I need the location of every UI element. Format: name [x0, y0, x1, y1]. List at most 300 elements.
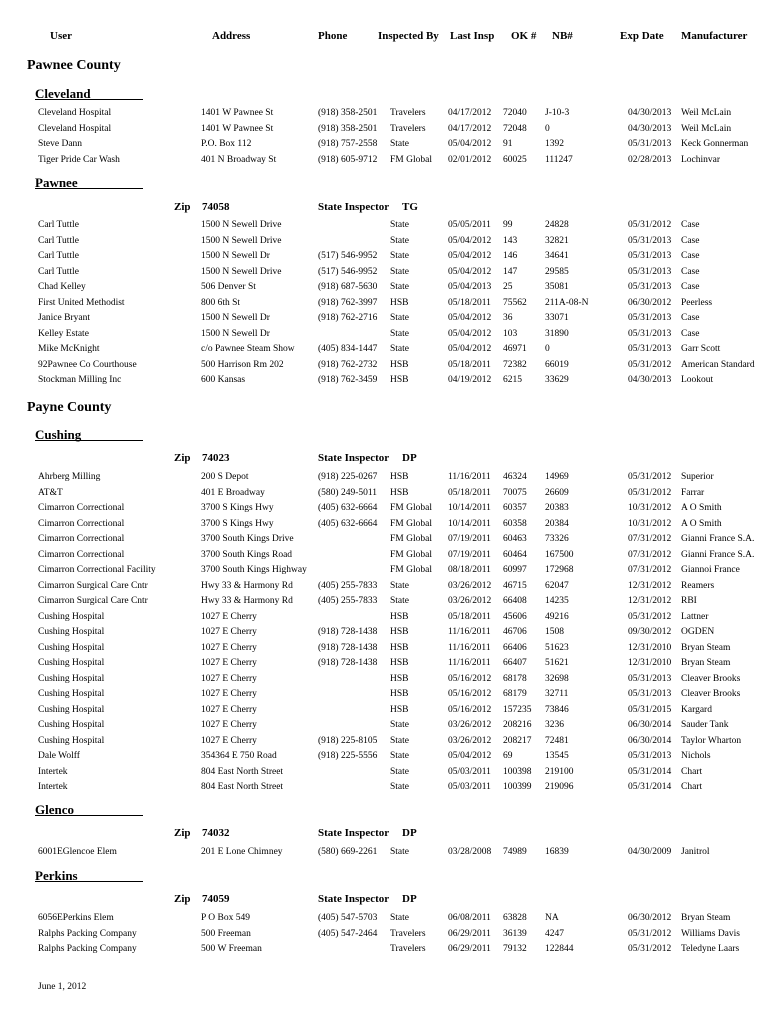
cell-ok-number: 36: [503, 313, 513, 323]
cell-user: Chad Kelley: [38, 282, 86, 292]
cell-address: 1401 W Pawnee St: [201, 123, 274, 134]
cell-user: Kelley Estate: [38, 328, 89, 339]
cell-ok-number: 146: [503, 251, 518, 261]
cell-manufacturer: Peerless: [681, 297, 713, 308]
cell-address: 1500 N Sewell Dr: [201, 328, 270, 339]
cell-ok-number: 100399: [503, 782, 532, 792]
table-row: [0, 782, 770, 797]
cell-exp-date: 05/31/2013: [628, 235, 672, 246]
header-inspected-by: Inspected By: [378, 30, 439, 42]
cell-last-insp: 05/16/2012: [448, 673, 492, 684]
cell-manufacturer: Weil McLain: [681, 123, 732, 134]
cell-inspected-by: FM Global: [390, 503, 432, 513]
cell-manufacturer: Farrar: [681, 487, 705, 498]
table-row: [0, 944, 770, 959]
cell-manufacturer: OGDEN: [681, 627, 715, 637]
cell-phone: (918) 358-2501: [318, 108, 378, 118]
cell-nb-number: 33071: [545, 313, 569, 323]
zip-label: Zip: [174, 452, 191, 464]
cell-exp-date: 12/31/2010: [628, 642, 672, 653]
cell-inspected-by: FM Global: [390, 549, 432, 560]
table-row: [0, 658, 770, 673]
cell-ok-number: 147: [503, 266, 518, 277]
cell-inspected-by: State: [390, 235, 409, 246]
cell-nb-number: 122844: [545, 944, 574, 954]
cell-manufacturer: Cleaver Brooks: [681, 689, 741, 699]
cell-nb-number: 13545: [545, 751, 569, 761]
cell-last-insp: 06/29/2011: [448, 944, 491, 954]
cell-ok-number: 46971: [503, 344, 527, 354]
cell-user: Cimarron Correctional: [38, 503, 125, 513]
table-row: [0, 581, 770, 596]
cell-nb-number: 49216: [545, 611, 569, 622]
cell-ok-number: 103: [503, 328, 518, 339]
cell-address: Hwy 33 & Harmony Rd: [201, 596, 293, 606]
cell-exp-date: 04/30/2013: [628, 108, 672, 118]
cell-last-insp: 06/29/2011: [448, 928, 491, 939]
cell-user: 6001EGlencoe Elem: [38, 847, 117, 857]
cell-ok-number: 99: [503, 220, 513, 230]
cell-last-insp: 03/26/2012: [448, 720, 492, 730]
cell-manufacturer: Superior: [681, 472, 714, 482]
cell-nb-number: 26609: [545, 487, 569, 498]
zip-code: 74023: [202, 452, 230, 464]
cell-last-insp: 03/26/2012: [448, 580, 492, 591]
cell-address: 1027 E Cherry: [201, 627, 257, 637]
table-row: [0, 236, 770, 251]
cell-nb-number: 167500: [545, 549, 574, 560]
cell-manufacturer: Gianni France S.A.: [681, 549, 755, 560]
cell-manufacturer: American Standard: [681, 359, 755, 370]
cell-address: 201 E Lone Chimney: [201, 847, 283, 857]
cell-last-insp: 05/04/2013: [448, 282, 492, 292]
cell-last-insp: 05/04/2012: [448, 235, 492, 246]
cell-manufacturer: Case: [681, 266, 700, 277]
cell-exp-date: 06/30/2012: [628, 913, 672, 923]
cell-exp-date: 04/30/2009: [628, 847, 672, 857]
cell-inspected-by: HSB: [390, 627, 409, 637]
cell-last-insp: 03/26/2012: [448, 596, 492, 606]
cell-inspected-by: HSB: [390, 487, 409, 498]
cell-phone: (918) 762-2716: [318, 313, 378, 323]
county-heading: Pawnee County: [27, 58, 121, 73]
cell-user: Mike McKnight: [38, 344, 100, 354]
city-underline: [35, 188, 143, 189]
cell-nb-number: 20384: [545, 518, 569, 529]
header-user: User: [50, 30, 72, 42]
cell-user: Cushing Hospital: [38, 611, 105, 622]
cell-last-insp: 05/04/2012: [448, 266, 492, 277]
table-row: [0, 108, 770, 123]
header-ok-number: OK #: [511, 30, 537, 42]
cell-phone: (405) 834-1447: [318, 344, 378, 354]
cell-inspected-by: FM Global: [390, 518, 432, 529]
table-row: [0, 627, 770, 642]
cell-address: 1027 E Cherry: [201, 673, 257, 684]
cell-exp-date: 04/30/2013: [628, 123, 672, 134]
cell-exp-date: 06/30/2014: [628, 735, 672, 746]
table-row: [0, 643, 770, 658]
cell-inspected-by: Travelers: [390, 944, 426, 954]
cell-manufacturer: Case: [681, 328, 700, 339]
cell-ok-number: 25: [503, 282, 513, 292]
state-inspector-code: TG: [402, 201, 418, 213]
cell-nb-number: 1392: [545, 139, 564, 149]
cell-address: 500 Freeman: [201, 928, 251, 939]
cell-ok-number: 79132: [503, 944, 527, 954]
table-row: [0, 472, 770, 487]
cell-user: Carl Tuttle: [38, 220, 79, 230]
cell-nb-number: 219100: [545, 766, 574, 777]
cell-user: Cimarron Surgical Care Cntr: [38, 596, 148, 606]
cell-ok-number: 72048: [503, 123, 527, 134]
cell-nb-number: 20383: [545, 503, 569, 513]
table-row: [0, 220, 770, 235]
cell-ok-number: 46715: [503, 580, 527, 591]
cell-last-insp: 05/16/2012: [448, 704, 492, 715]
cell-last-insp: 10/14/2011: [448, 518, 491, 529]
cell-nb-number: 66019: [545, 359, 569, 370]
cell-user: Janice Bryant: [38, 313, 90, 323]
cell-inspected-by: FM Global: [390, 565, 432, 575]
footer-date: June 1, 2012: [38, 982, 87, 992]
cell-user: Cushing Hospital: [38, 735, 105, 746]
cell-ok-number: 46324: [503, 472, 527, 482]
cell-exp-date: 05/31/2013: [628, 328, 672, 339]
table-row: [0, 689, 770, 704]
cell-inspected-by: HSB: [390, 704, 409, 715]
cell-user: Carl Tuttle: [38, 251, 79, 261]
table-row: [0, 705, 770, 720]
cell-address: c/o Pawnee Steam Show: [201, 344, 295, 354]
header-address: Address: [212, 30, 251, 42]
cell-nb-number: 219096: [545, 782, 574, 792]
cell-nb-number: 14969: [545, 472, 569, 482]
cell-last-insp: 03/26/2012: [448, 735, 492, 746]
zip-label: Zip: [174, 827, 191, 839]
cell-nb-number: NA: [545, 913, 559, 923]
cell-inspected-by: State: [390, 266, 409, 277]
cell-user: Ahrberg Milling: [38, 472, 101, 482]
cell-address: 506 Denver St: [201, 282, 256, 292]
cell-user: Intertek: [38, 782, 68, 792]
cell-ok-number: 60357: [503, 503, 527, 513]
cell-user: Cimarron Surgical Care Cntr: [38, 580, 148, 591]
cell-manufacturer: Weil McLain: [681, 108, 732, 118]
cell-nb-number: J-10-3: [545, 108, 570, 118]
cell-inspected-by: State: [390, 720, 409, 730]
table-row: [0, 329, 770, 344]
city-heading: Cushing: [35, 427, 82, 442]
cell-address: 804 East North Street: [201, 782, 284, 792]
table-row: [0, 913, 770, 928]
cell-inspected-by: FM Global: [390, 154, 432, 165]
city-underline: [35, 99, 143, 100]
cell-manufacturer: Williams Davis: [681, 928, 740, 939]
cell-phone: (580) 249-5011: [318, 487, 378, 498]
cell-exp-date: 04/30/2013: [628, 375, 672, 385]
cell-nb-number: 3236: [545, 720, 564, 730]
city-heading: Perkins: [35, 868, 78, 883]
cell-phone: (918) 762-3997: [318, 297, 378, 308]
cell-last-insp: 11/16/2011: [448, 642, 491, 653]
cell-last-insp: 11/16/2011: [448, 627, 491, 637]
table-row: [0, 736, 770, 751]
cell-ok-number: 66407: [503, 658, 527, 668]
cell-nb-number: 51621: [545, 658, 569, 668]
cell-manufacturer: Lookout: [681, 375, 714, 385]
cell-last-insp: 05/18/2011: [448, 297, 491, 308]
table-row: [0, 360, 770, 375]
cell-user: Intertek: [38, 766, 68, 777]
cell-address: 804 East North Street: [201, 766, 284, 777]
cell-user: 92Pawnee Co Courthouse: [38, 359, 137, 370]
cell-manufacturer: Case: [681, 282, 700, 292]
table-row: [0, 929, 770, 944]
cell-exp-date: 05/31/2013: [628, 673, 672, 684]
cell-manufacturer: Case: [681, 235, 700, 246]
cell-last-insp: 06/08/2011: [448, 913, 491, 923]
state-inspector-code: DP: [402, 827, 417, 839]
table-row: [0, 596, 770, 611]
cell-exp-date: 05/31/2014: [628, 766, 672, 777]
cell-last-insp: 04/17/2012: [448, 123, 492, 134]
cell-ok-number: 91: [503, 139, 513, 149]
cell-user: Cushing Hospital: [38, 704, 105, 715]
cell-ok-number: 208217: [503, 735, 532, 746]
cell-user: 6056EPerkins Elem: [38, 913, 114, 923]
cell-phone: (405) 632-6664: [318, 503, 378, 513]
cell-last-insp: 10/14/2011: [448, 503, 491, 513]
cell-manufacturer: Chart: [681, 782, 703, 792]
cell-ok-number: 60464: [503, 549, 527, 560]
cell-manufacturer: Cleaver Brooks: [681, 673, 741, 684]
zip-code: 74032: [202, 827, 230, 839]
cell-nb-number: 34641: [545, 251, 569, 261]
cell-nb-number: 1508: [545, 627, 564, 637]
cell-address: 401 N Broadway St: [201, 154, 277, 165]
cell-address: 1027 E Cherry: [201, 642, 257, 653]
cell-nb-number: 29585: [545, 266, 569, 277]
cell-inspected-by: HSB: [390, 658, 409, 668]
cell-ok-number: 70075: [503, 487, 527, 498]
cell-last-insp: 05/03/2011: [448, 766, 491, 777]
cell-nb-number: 72481: [545, 735, 569, 746]
cell-ok-number: 72382: [503, 359, 527, 370]
state-inspector-label: State Inspector: [318, 452, 390, 464]
county-heading: Payne County: [27, 400, 112, 415]
cell-exp-date: 05/31/2012: [628, 928, 672, 939]
cell-manufacturer: Giannoi France: [681, 565, 740, 575]
cell-address: 354364 E 750 Road: [201, 751, 277, 761]
cell-address: 1500 N Sewell Drive: [201, 266, 282, 277]
cell-exp-date: 10/31/2012: [628, 503, 672, 513]
cell-last-insp: 04/17/2012: [448, 108, 492, 118]
cell-user: Cimarron Correctional: [38, 534, 125, 544]
cell-phone: (918) 757-2558: [318, 139, 378, 149]
cell-last-insp: 05/04/2012: [448, 344, 492, 354]
cell-user: AT&T: [38, 487, 63, 498]
cell-manufacturer: Bryan Steam: [681, 658, 731, 668]
cell-ok-number: 63828: [503, 913, 527, 923]
cell-inspected-by: State: [390, 139, 409, 149]
cell-inspected-by: Travelers: [390, 108, 426, 118]
cell-inspected-by: State: [390, 782, 409, 792]
cell-inspected-by: State: [390, 766, 409, 777]
cell-nb-number: 32821: [545, 235, 569, 246]
table-row: [0, 720, 770, 735]
cell-ok-number: 157235: [503, 704, 532, 715]
cell-exp-date: 07/31/2012: [628, 534, 672, 544]
cell-nb-number: 31890: [545, 328, 569, 339]
cell-exp-date: 12/31/2012: [628, 580, 672, 591]
city-underline: [35, 440, 143, 441]
cell-user: Cleveland Hospital: [38, 123, 112, 134]
cell-nb-number: 211A-08-N: [545, 297, 589, 308]
city-underline: [35, 881, 143, 882]
cell-inspected-by: State: [390, 596, 409, 606]
table-row: [0, 375, 770, 390]
cell-user: Ralphs Packing Company: [38, 944, 137, 954]
cell-ok-number: 68179: [503, 689, 527, 699]
cell-inspected-by: Travelers: [390, 123, 426, 134]
city-heading: Glenco: [35, 802, 74, 817]
cell-address: 1027 E Cherry: [201, 611, 257, 622]
cell-exp-date: 05/31/2012: [628, 220, 672, 230]
cell-ok-number: 60358: [503, 518, 527, 529]
cell-user: Cimarron Correctional: [38, 518, 125, 529]
cell-user: Cushing Hospital: [38, 627, 105, 637]
cell-phone: (405) 632-6664: [318, 518, 378, 529]
cell-last-insp: 05/18/2011: [448, 487, 491, 498]
cell-address: 200 S Depot: [201, 472, 249, 482]
cell-last-insp: 05/05/2011: [448, 220, 491, 230]
cell-phone: (918) 687-5630: [318, 282, 378, 292]
table-row: [0, 344, 770, 359]
cell-user: Steve Dann: [38, 139, 83, 149]
cell-inspected-by: State: [390, 847, 409, 857]
cell-address: P O Box 549: [201, 913, 251, 923]
cell-nb-number: 111247: [545, 154, 573, 165]
cell-exp-date: 07/31/2012: [628, 549, 672, 560]
cell-inspected-by: HSB: [390, 359, 409, 370]
cell-manufacturer: RBI: [681, 596, 697, 606]
cell-address: 1500 N Sewell Drive: [201, 220, 282, 230]
cell-exp-date: 02/28/2013: [628, 154, 672, 165]
cell-exp-date: 05/31/2013: [628, 313, 672, 323]
cell-user: Cushing Hospital: [38, 642, 105, 653]
cell-user: Stockman Milling Inc: [38, 375, 122, 385]
cell-address: 3700 South Kings Highway: [201, 565, 307, 575]
cell-last-insp: 05/04/2012: [448, 751, 492, 761]
cell-phone: (918) 225-0267: [318, 472, 378, 482]
table-row: [0, 251, 770, 266]
cell-nb-number: 32711: [545, 689, 569, 699]
table-row: [0, 155, 770, 170]
cell-last-insp: 07/19/2011: [448, 549, 491, 560]
cell-inspected-by: State: [390, 220, 409, 230]
zip-label: Zip: [174, 893, 191, 905]
cell-phone: (517) 546-9952: [318, 251, 378, 261]
cell-manufacturer: Bryan Steam: [681, 913, 731, 923]
cell-phone: (918) 225-5556: [318, 751, 378, 761]
cell-exp-date: 05/31/2013: [628, 251, 672, 261]
table-row: [0, 519, 770, 534]
cell-exp-date: 12/31/2012: [628, 596, 672, 606]
state-inspector-code: DP: [402, 893, 417, 905]
cell-manufacturer: Gianni France S.A.: [681, 534, 755, 544]
cell-exp-date: 05/31/2012: [628, 611, 672, 622]
cell-nb-number: 24828: [545, 220, 569, 230]
cell-ok-number: 74989: [503, 847, 527, 857]
cell-address: Hwy 33 & Harmony Rd: [201, 580, 293, 591]
cell-manufacturer: Keck Gonnerman: [681, 139, 749, 149]
city-underline: [35, 815, 143, 816]
cell-last-insp: 05/04/2012: [448, 251, 492, 261]
cell-inspected-by: HSB: [390, 673, 409, 684]
cell-address: 1027 E Cherry: [201, 720, 257, 730]
cell-ok-number: 60997: [503, 565, 527, 575]
cell-manufacturer: Garr Scott: [681, 344, 721, 354]
cell-manufacturer: A O Smith: [681, 518, 722, 529]
cell-exp-date: 09/30/2012: [628, 627, 672, 637]
cell-exp-date: 05/31/2012: [628, 472, 672, 482]
cell-address: 500 Harrison Rm 202: [201, 359, 284, 370]
cell-ok-number: 66406: [503, 642, 527, 653]
cell-last-insp: 05/04/2012: [448, 328, 492, 339]
cell-ok-number: 36139: [503, 928, 527, 939]
cell-user: Cushing Hospital: [38, 689, 105, 699]
cell-inspected-by: HSB: [390, 689, 409, 699]
cell-phone: (405) 255-7833: [318, 580, 378, 591]
cell-inspected-by: HSB: [390, 375, 409, 385]
cell-address: 3700 S Kings Hwy: [201, 503, 274, 513]
cell-manufacturer: Taylor Wharton: [681, 735, 742, 746]
cell-address: 1500 N Sewell Dr: [201, 313, 270, 323]
cell-manufacturer: Nichols: [681, 751, 711, 761]
cell-phone: (918) 762-2732: [318, 359, 378, 370]
cell-last-insp: 08/18/2011: [448, 565, 491, 575]
cell-nb-number: 16839: [545, 847, 569, 857]
cell-address: 1027 E Cherry: [201, 735, 257, 746]
cell-inspected-by: State: [390, 913, 409, 923]
cell-exp-date: 05/31/2013: [628, 266, 672, 277]
table-row: [0, 550, 770, 565]
cell-manufacturer: Sauder Tank: [681, 720, 729, 730]
cell-phone: (918) 605-9712: [318, 154, 378, 165]
cell-last-insp: 07/19/2011: [448, 534, 491, 544]
cell-manufacturer: Teledyne Laars: [681, 944, 740, 954]
cell-address: 600 Kansas: [201, 375, 246, 385]
cell-address: 800 6th St: [201, 297, 241, 308]
cell-nb-number: 0: [545, 344, 550, 354]
cell-nb-number: 33629: [545, 375, 569, 385]
cell-nb-number: 62047: [545, 580, 569, 591]
table-row: [0, 534, 770, 549]
cell-inspected-by: HSB: [390, 611, 409, 622]
cell-manufacturer: Chart: [681, 766, 703, 777]
cell-inspected-by: State: [390, 580, 409, 591]
cell-phone: (918) 728-1438: [318, 658, 378, 668]
cell-phone: (918) 358-2501: [318, 123, 378, 134]
cell-nb-number: 73326: [545, 534, 569, 544]
cell-ok-number: 69: [503, 751, 513, 761]
cell-user: Dale Wolff: [38, 751, 80, 761]
cell-user: Tiger Pride Car Wash: [38, 154, 120, 165]
cell-address: 3700 South Kings Drive: [201, 534, 294, 544]
table-row: [0, 503, 770, 518]
cell-nb-number: 4247: [545, 928, 564, 939]
